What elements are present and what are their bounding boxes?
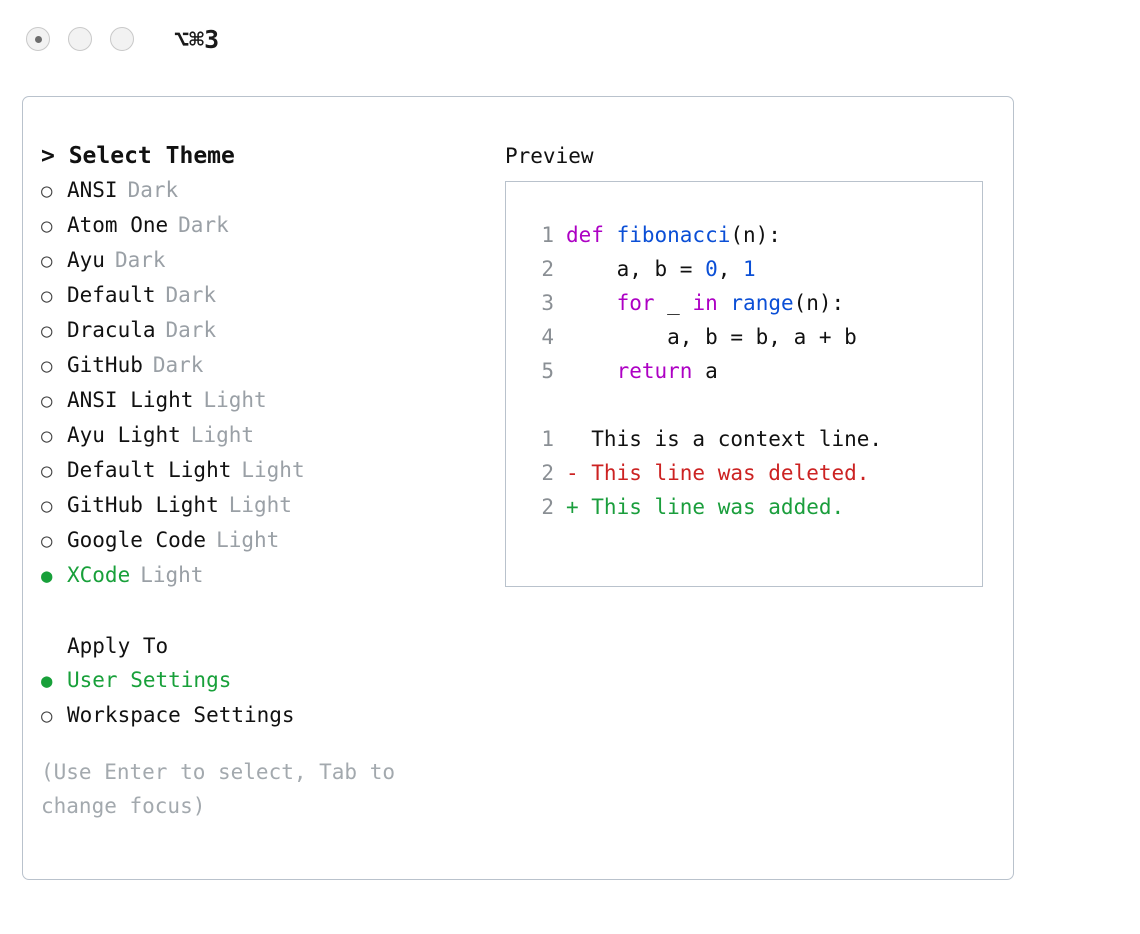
code-token xyxy=(566,291,617,315)
code-token: def xyxy=(566,223,617,247)
theme-variant-badge: Light xyxy=(216,528,280,552)
preview-box xyxy=(505,181,983,587)
line-number: 1 xyxy=(541,223,554,247)
theme-option-label: ANSI Light xyxy=(67,388,194,412)
code-token: fibonacci xyxy=(616,223,731,247)
theme-variant-badge: Light xyxy=(241,458,305,482)
keyboard-hint: (Use Enter to select, Tab to change focus) xyxy=(41,760,408,818)
theme-variant-badge: Dark xyxy=(152,353,204,377)
diff-line xyxy=(528,490,982,524)
diff-line xyxy=(528,456,982,490)
theme-list[interactable] xyxy=(41,173,501,593)
line-number: 5 xyxy=(541,359,554,383)
line-number: 2 xyxy=(541,495,554,519)
radio-selected-icon: ● xyxy=(41,670,53,692)
theme-variant-badge: Light xyxy=(203,388,267,412)
apply-to-option[interactable] xyxy=(41,698,501,733)
theme-option[interactable] xyxy=(41,453,501,488)
code-token: a, b = xyxy=(566,257,706,281)
theme-option-label: Atom One xyxy=(67,213,169,237)
diff-text: This is a context line. xyxy=(566,427,883,451)
radio-unselected-icon: ○ xyxy=(41,530,53,552)
theme-variant-badge: Dark xyxy=(165,318,217,342)
code-sample xyxy=(528,218,982,388)
code-token: (n): xyxy=(793,291,845,315)
theme-option-label: Default Light xyxy=(67,458,232,482)
radio-unselected-icon: ○ xyxy=(41,250,53,272)
line-number: 2 xyxy=(541,461,554,485)
radio-unselected-icon: ○ xyxy=(41,215,53,237)
code-token: return xyxy=(616,359,693,383)
code-token: range xyxy=(730,291,794,315)
preview-title: Preview xyxy=(505,144,594,168)
code-token: 1 xyxy=(743,257,756,281)
traffic-light-zoom-icon[interactable] xyxy=(110,27,134,51)
code-token: for xyxy=(616,291,655,315)
line-number: 3 xyxy=(541,291,554,315)
diff-text: - This line was deleted. xyxy=(566,461,870,485)
theme-option[interactable] xyxy=(41,313,501,348)
theme-option[interactable] xyxy=(41,208,501,243)
radio-unselected-icon: ○ xyxy=(41,495,53,517)
radio-selected-icon: ● xyxy=(41,565,53,587)
diff-line xyxy=(528,422,982,456)
radio-unselected-icon: ○ xyxy=(41,180,53,202)
theme-variant-badge: Light xyxy=(228,493,292,517)
theme-option-label: Ayu Light xyxy=(67,423,181,447)
theme-option[interactable] xyxy=(41,558,501,593)
theme-variant-badge: Dark xyxy=(114,248,166,272)
theme-variant-badge: Light xyxy=(190,423,255,447)
theme-option[interactable] xyxy=(41,418,501,453)
theme-option-label: XCode xyxy=(67,563,131,587)
code-token: , xyxy=(717,257,744,281)
radio-unselected-icon: ○ xyxy=(41,320,53,342)
code-token: in xyxy=(692,291,718,315)
theme-variant-badge: Dark xyxy=(165,283,217,307)
code-line xyxy=(528,354,982,388)
code-token: a xyxy=(692,359,718,383)
theme-option-label: Default xyxy=(67,283,156,307)
apply-to-options[interactable] xyxy=(41,663,501,733)
diff-text: + This line was added. xyxy=(566,495,845,519)
radio-unselected-icon: ○ xyxy=(41,460,53,482)
diff-sample xyxy=(528,422,982,524)
apply-to-option-label: User Settings xyxy=(67,668,232,692)
theme-option[interactable] xyxy=(41,243,501,278)
radio-unselected-icon: ○ xyxy=(41,705,53,727)
radio-unselected-icon: ○ xyxy=(41,390,53,412)
theme-option-label: GitHub Light xyxy=(67,493,219,517)
code-line xyxy=(528,286,982,320)
page-title: > Select Theme xyxy=(41,143,235,169)
code-token: (n): xyxy=(730,223,781,247)
line-number: 1 xyxy=(541,427,554,451)
theme-option-label: GitHub xyxy=(67,353,143,377)
theme-option[interactable] xyxy=(41,173,501,208)
radio-unselected-icon: ○ xyxy=(41,425,53,447)
code-token xyxy=(566,359,617,383)
theme-variant-badge: Light xyxy=(140,563,204,587)
traffic-light-close-icon[interactable] xyxy=(26,27,50,51)
theme-option[interactable] xyxy=(41,488,501,523)
line-number: 2 xyxy=(541,257,554,281)
line-number: 4 xyxy=(541,325,554,349)
theme-list-column xyxy=(41,139,501,823)
code-line xyxy=(528,218,982,252)
theme-option-label: ANSI xyxy=(67,178,118,202)
theme-option[interactable] xyxy=(41,383,501,418)
radio-unselected-icon: ○ xyxy=(41,355,53,377)
keyboard-shortcut-label: ⌥⌘3 xyxy=(174,24,220,54)
theme-option[interactable] xyxy=(41,348,501,383)
theme-option-label: Ayu xyxy=(67,248,105,272)
code-token: _ xyxy=(654,291,693,315)
code-line xyxy=(528,252,982,286)
theme-variant-badge: Dark xyxy=(178,213,229,237)
radio-unselected-icon: ○ xyxy=(41,285,53,307)
code-token: a, b = b, a + b xyxy=(566,325,857,349)
theme-option-label: Dracula xyxy=(67,318,156,342)
code-line xyxy=(528,320,982,354)
title-bar xyxy=(0,0,1140,78)
apply-to-title: Apply To xyxy=(67,634,169,658)
code-token xyxy=(718,291,731,315)
code-token: 0 xyxy=(705,257,718,281)
traffic-light-minimize-icon[interactable] xyxy=(68,27,92,51)
theme-option-label: Google Code xyxy=(67,528,207,552)
apply-to-option[interactable] xyxy=(41,663,501,698)
theme-option[interactable] xyxy=(41,523,501,558)
preview-column xyxy=(501,139,1013,823)
theme-variant-badge: Dark xyxy=(127,178,179,202)
theme-selector-panel xyxy=(22,96,1014,880)
theme-option[interactable] xyxy=(41,278,501,313)
apply-to-option-label: Workspace Settings xyxy=(67,703,295,727)
